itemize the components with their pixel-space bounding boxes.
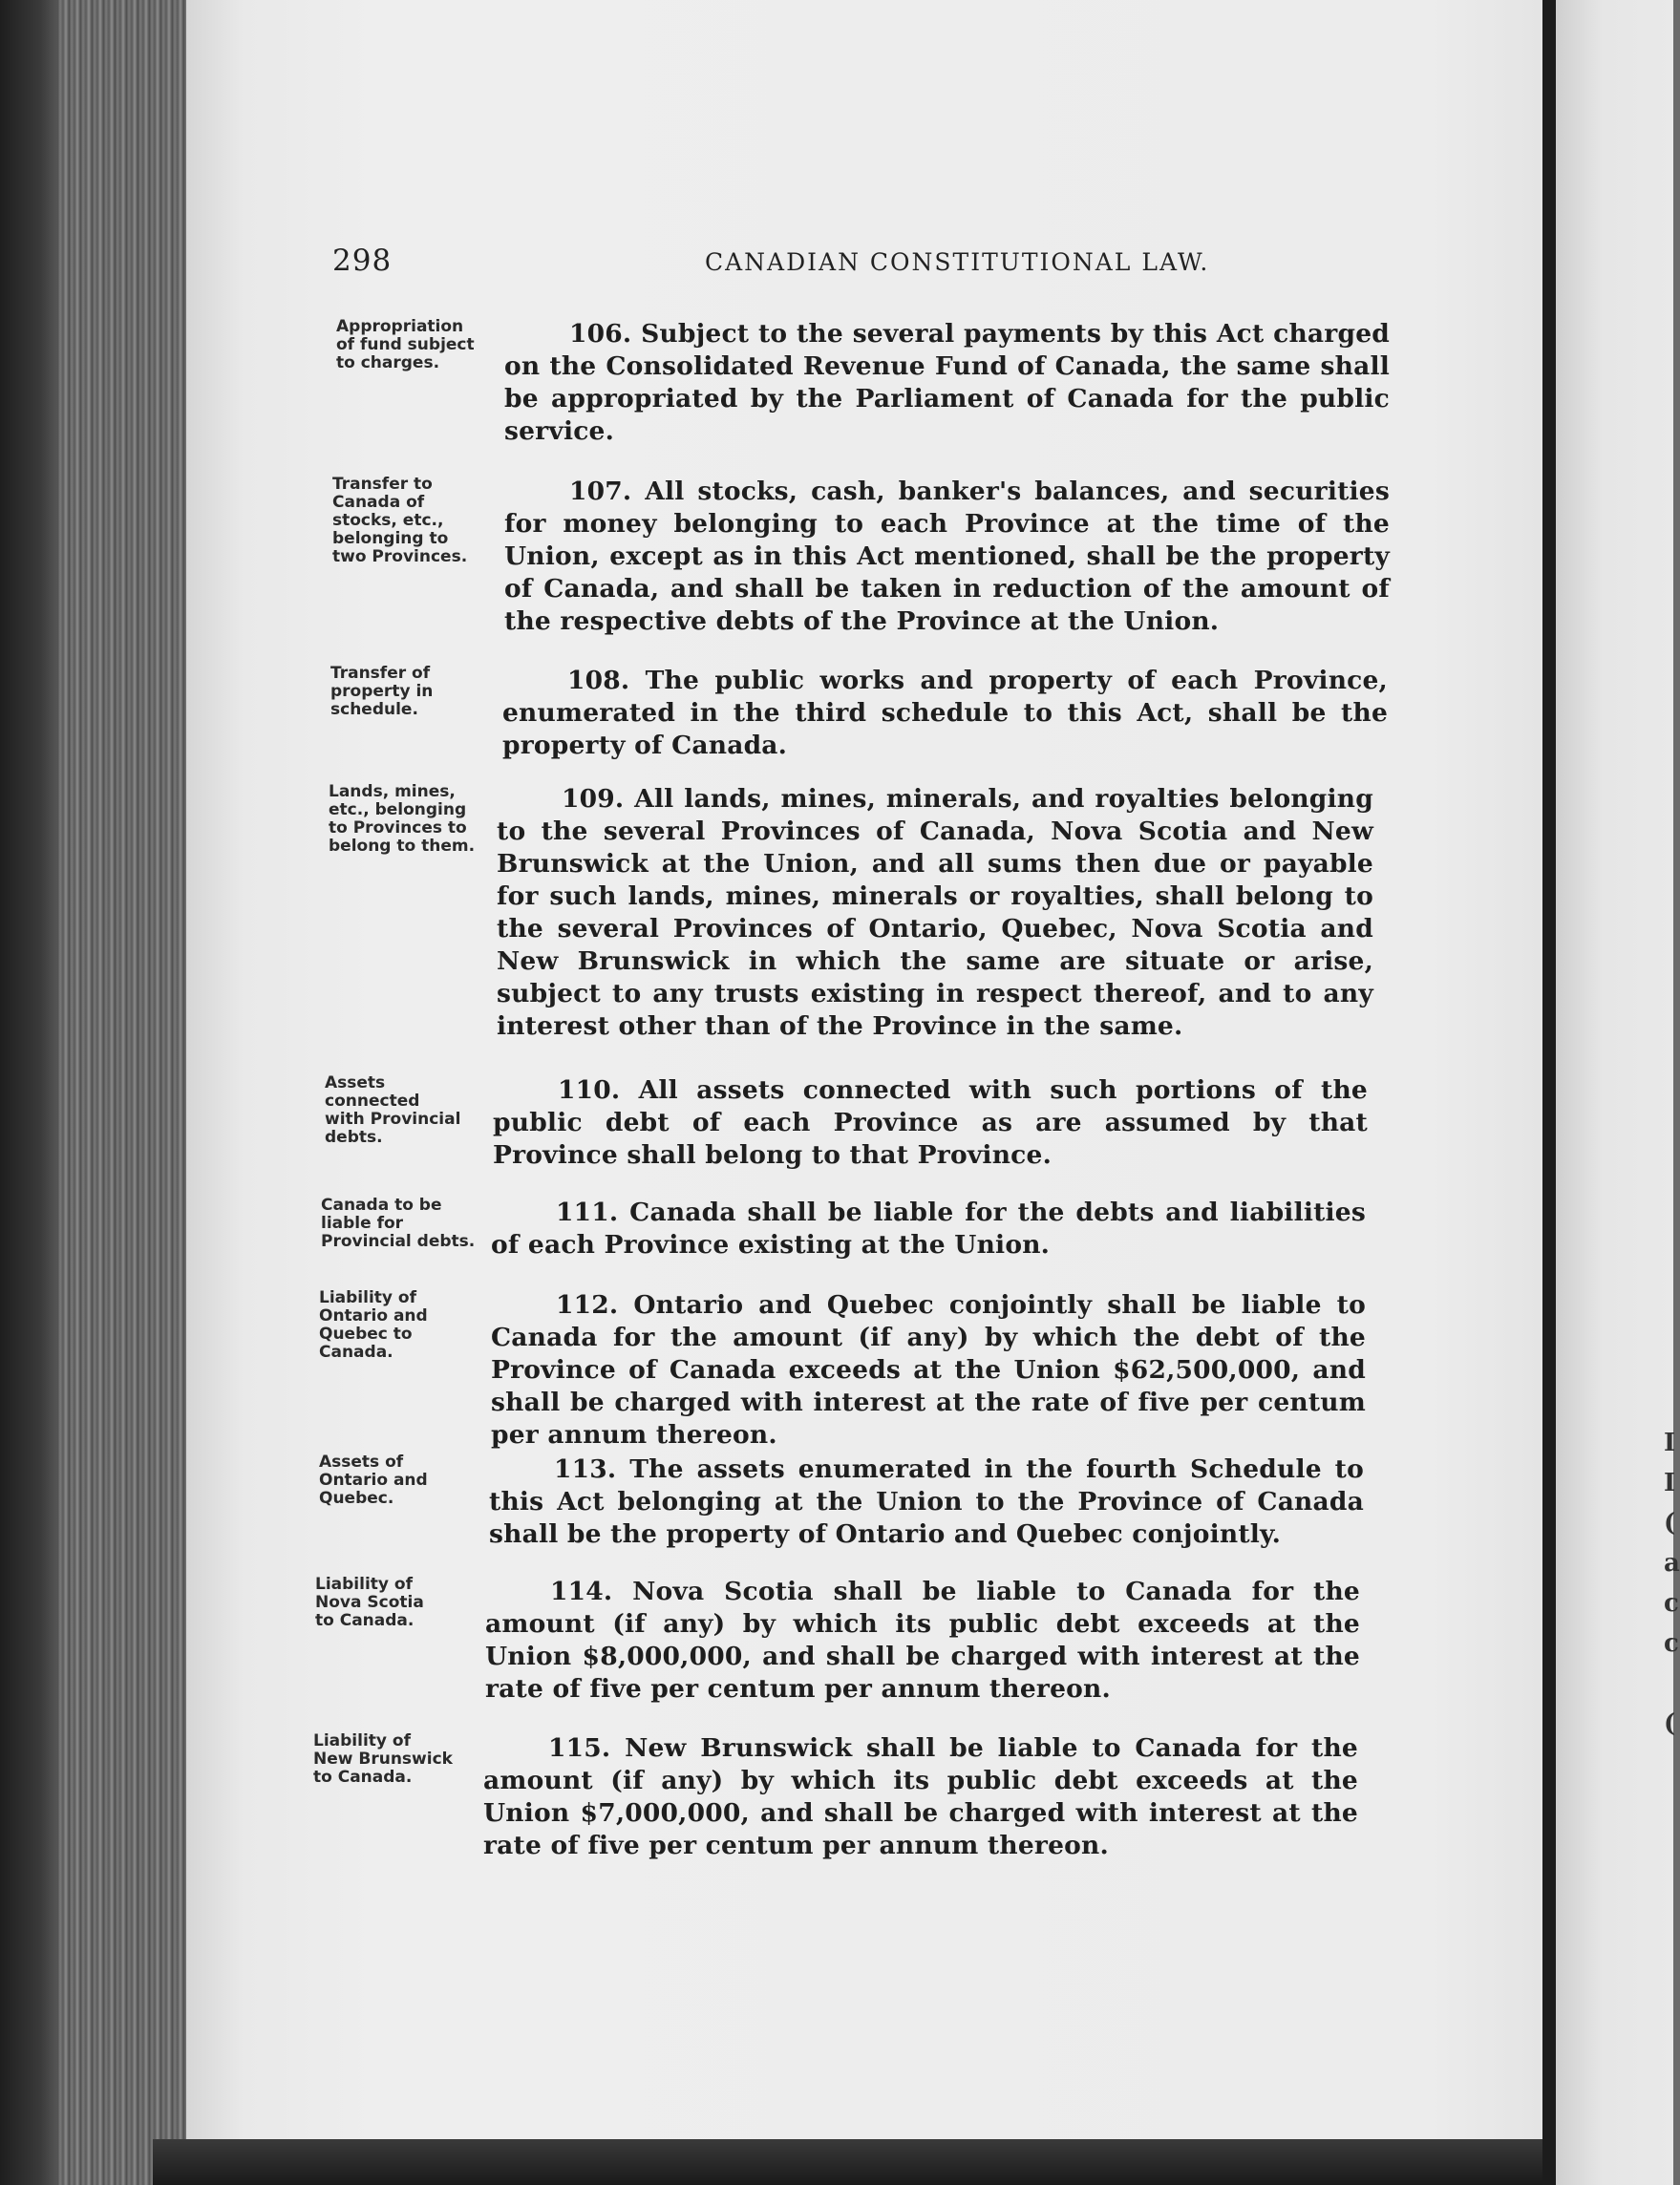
marginal-note: Liability of Nova Scotia to Canada.	[315, 1575, 424, 1630]
section-number: 109.	[562, 784, 625, 814]
section-text	[504, 318, 1390, 448]
section-body: All lands, mines, minerals, and royalties belonging to the several Provinces of Canada, Nova Scotia and New Brunswick at the Union, and all sums then due or payable for such lands, mines, minerals or royalties, shall belong to the several Provinces of Ontario, Quebec, Nova Scotia and New Brunswick in which the same are situate or arise, subject to any trusts existing in respect thereof, and to any interest other than of the Province in the same.	[497, 784, 1373, 1041]
section-text	[504, 476, 1390, 638]
section-body: All assets connected with such portions of the public debt of each Province as are assumed by that Province shall belong to that Province.	[493, 1075, 1368, 1170]
facing-fragment: I	[1664, 1429, 1676, 1457]
facing-fragment: (	[1664, 1509, 1676, 1538]
facing-fragment: (	[1664, 1709, 1676, 1738]
marginal-note: Assets connected with Provincial debts.	[325, 1073, 461, 1147]
running-head: CANADIAN CONSTITUTIONAL LAW.	[705, 248, 1210, 276]
section-body: The assets enumerated in the fourth Schedule to this Act belonging at the Union to the Province of Canada shall be the property of Ontario and Quebec conjointly.	[489, 1454, 1364, 1549]
section-body: Nova Scotia shall be liable to Canada for the amount (if any) by which its public debt exceeds at the Union $8,000,000, and shall be charged with interest at the rate of five per centum per annum thereon.	[485, 1577, 1360, 1704]
section-number: 110.	[558, 1075, 621, 1105]
section-body: All stocks, cash, banker's balances, and securities for money belonging to each Province at the time of the Union, except as in this Act mentioned, shall be the property of Canada, and shall be taken in reduction of the amount of the respective debts of the Province at the Union.	[504, 477, 1390, 636]
section-number: 107.	[569, 477, 632, 506]
section-number: 108.	[567, 666, 630, 695]
marginal-note: Transfer to Canada of stocks, etc., belonging to two Provinces.	[332, 475, 468, 566]
marginal-note: Liability of New Brunswick to Canada.	[313, 1731, 453, 1787]
section-body: Ontario and Quebec conjointly shall be liable to Canada for the amount (if any) by which the debt of the Province of Canada exceeds at the Union $62,500,000, and shall be charged with interest at the rate of five per centum per annum thereon.	[491, 1290, 1366, 1450]
section-text	[502, 665, 1388, 762]
section-text	[497, 783, 1373, 1043]
section-number: 111.	[556, 1198, 619, 1227]
marginal-note: Transfer of property in schedule.	[330, 664, 434, 719]
page-number: 298	[332, 244, 393, 278]
facing-fragment: a	[1664, 1549, 1680, 1578]
facing-fragment: I	[1664, 1469, 1676, 1497]
section-text	[493, 1074, 1368, 1172]
section-number: 113.	[554, 1454, 617, 1484]
section-body: Canada shall be liable for the debts and liabilities of each Province existing at the Union.	[491, 1198, 1366, 1260]
section-text	[489, 1453, 1364, 1551]
section-text	[485, 1576, 1360, 1706]
section-number: 106.	[569, 319, 632, 349]
marginal-note: Liability of Ontario and Quebec to Canada.	[319, 1288, 428, 1362]
section-body: New Brunswick shall be liable to Canada for the amount (if any) by which its public debt exceeds at the Union $7,000,000, and shall be charged with interest at the rate of five per centum per annum thereon.	[483, 1733, 1358, 1860]
marginal-note: Appropriation of fund subject to charges.	[336, 317, 475, 372]
section-body: The public works and property of each Province, enumerated in the third schedule to this Act, shall be the property of Canada.	[502, 666, 1388, 760]
section-number: 115.	[548, 1733, 611, 1763]
section-text	[483, 1732, 1358, 1862]
section-number: 112.	[556, 1290, 619, 1320]
marginal-note: Canada to be liable for Provincial debts.	[321, 1196, 476, 1251]
marginal-note: Lands, mines, etc., belonging to Provinces to belong to them.	[329, 782, 476, 856]
facing-fragment: c	[1664, 1589, 1679, 1618]
marginal-note: Assets of Ontario and Quebec.	[319, 1453, 428, 1508]
section-text	[491, 1289, 1366, 1452]
section-text	[491, 1197, 1366, 1262]
facing-fragment: c	[1664, 1629, 1679, 1658]
section-number: 114.	[550, 1577, 613, 1606]
section-body: Subject to the several payments by this Act charged on the Consolidated Revenue Fund of Canada, the same shall be appropriated by the Parliament of Canada for the public service.	[504, 319, 1390, 446]
